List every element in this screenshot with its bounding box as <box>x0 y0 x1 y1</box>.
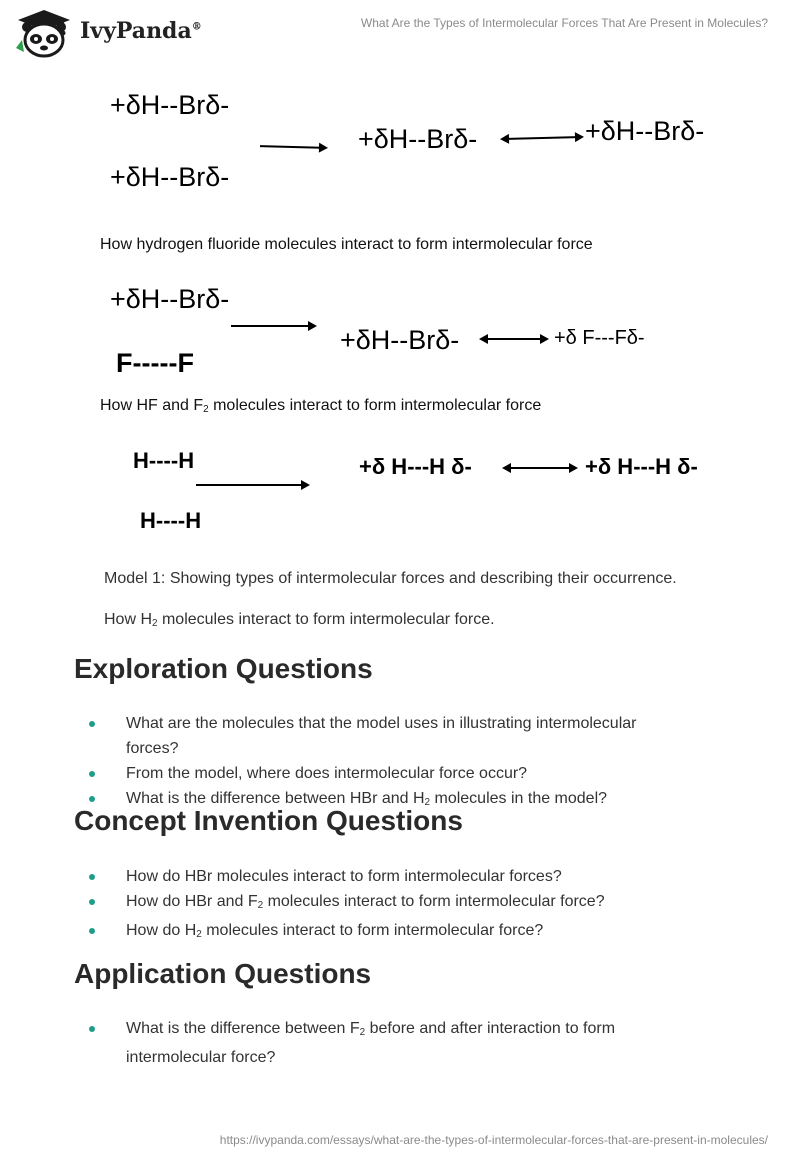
reaction-arrow <box>196 484 308 486</box>
list-item: What is the difference between $F_2$ before and after interaction to form intermolecular force? <box>0 1016 686 1070</box>
panda-logo-icon <box>14 8 74 58</box>
list-item: How do HBr molecules interact to form intermolecular forces? <box>0 864 686 889</box>
source-url[interactable]: https://ivypanda.com/essays/what-are-the-types-of-intermolecular-forces-that-are-present-in-molecules/ <box>219 1133 768 1147</box>
hf-molecule-mid: +δH--Brδ- <box>340 325 460 355</box>
concept-heading: Concept Invention Questions <box>74 805 463 836</box>
logo[interactable] <box>14 8 214 58</box>
reaction-arrow <box>231 325 315 327</box>
exploration-heading: Exploration Questions <box>74 653 373 684</box>
hbr-molecule-right: +δH--Brδ- <box>585 116 705 146</box>
reaction-arrow <box>260 145 326 149</box>
application-heading: Application Questions <box>74 958 372 989</box>
list-item: What is the difference between HBr and $H_2$ molecules in the model? <box>0 786 686 815</box>
f2-molecule-right: +δ F---Fδ- <box>554 327 645 349</box>
hbr-molecule-left-top: +δH--Brδ- <box>110 90 230 120</box>
interaction-arrow <box>504 467 576 469</box>
hf-molecule-left-top: +δH--Brδ- <box>110 284 230 314</box>
h2-molecule-mid: +δ H---H δ- <box>359 454 472 479</box>
h2-caption: How $H_2$ molecules interact to form intermolecular force. <box>104 611 495 630</box>
h2-molecule-left-bottom: H----H <box>140 508 202 533</box>
caption-hf: How hydrogen fluoride molecules interact to form intermolecular force <box>100 236 593 253</box>
h2-molecule-left-top: H----H <box>133 448 195 473</box>
concept-list <box>0 864 800 947</box>
interaction-arrow <box>502 136 582 140</box>
model-caption: Model 1: Showing types of intermolecular forces and describing their occurrence. <box>104 570 677 587</box>
list-item: How do $H_2$ molecules interact to form intermolecular force? <box>0 918 686 947</box>
exploration-list <box>0 711 800 815</box>
f2-molecule-left-bottom: F-----F <box>116 348 194 378</box>
list-item: How do HBr and $F_2$ molecules interact to form intermolecular force? <box>0 889 686 918</box>
list-item: From the model, where does intermolecular force occur? <box>0 761 686 786</box>
caption-hf-f2: How HF and $F_2$ molecules interact to form intermolecular force <box>100 397 542 416</box>
hbr-molecule-left-bottom: +δH--Brδ- <box>110 162 230 192</box>
h2-molecule-right: +δ H---H δ- <box>585 454 698 479</box>
hbr-molecule-mid: +δH--Brδ- <box>358 124 478 154</box>
application-list <box>0 1016 800 1070</box>
brand-name: IvyPanda® <box>80 18 202 44</box>
interaction-arrow <box>481 338 547 340</box>
list-item: What are the molecules that the model uses in illustrating intermolecular forces? <box>0 711 686 761</box>
page-title: What Are the Types of Intermolecular Forces That Are Present in Molecules? <box>360 16 768 30</box>
